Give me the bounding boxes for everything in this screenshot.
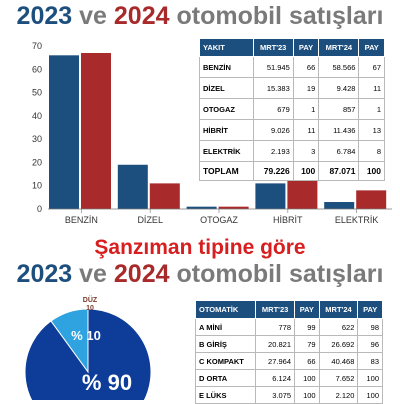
table-cell: 100 bbox=[358, 370, 383, 387]
table-cell: 9.026 bbox=[253, 120, 293, 141]
title2-ve: ve bbox=[79, 260, 107, 288]
subtitle-text: Şanzıman tipine göre bbox=[94, 236, 306, 259]
title-ve: ve bbox=[79, 2, 107, 30]
table-header-cell: PAY bbox=[295, 301, 320, 319]
row-label: TOPLAM bbox=[200, 162, 254, 181]
title2-year-2024: 2024 bbox=[113, 260, 170, 288]
table-cell: 66 bbox=[293, 57, 319, 78]
row-label: BENZİN bbox=[200, 57, 254, 78]
table-cell: 6.124 bbox=[256, 370, 295, 387]
table-total-row bbox=[200, 162, 385, 181]
transmission-pie-chart bbox=[0, 294, 190, 400]
table-cell: 96 bbox=[358, 336, 383, 353]
table-row bbox=[196, 353, 383, 370]
bar-2023 bbox=[49, 55, 79, 209]
table-cell: 99 bbox=[295, 319, 320, 336]
table-row bbox=[200, 57, 385, 78]
table-cell: 8 bbox=[359, 141, 385, 162]
table-cell: 6.784 bbox=[319, 141, 359, 162]
chart-title-fuel bbox=[0, 1, 400, 31]
table-cell: 778 bbox=[256, 319, 295, 336]
bar-2024 bbox=[81, 53, 111, 209]
title-rest: otomobil satışları bbox=[176, 2, 384, 30]
x-tick-label: BENZİN bbox=[64, 215, 98, 225]
table-header-cell: PAY bbox=[358, 301, 383, 319]
y-tick-label: 0 bbox=[36, 204, 42, 214]
title-year-2023: 2023 bbox=[16, 2, 73, 30]
x-tick-label: OTOGAZ bbox=[200, 215, 238, 225]
bar-2024 bbox=[356, 190, 386, 209]
table-header-cell: YAKIT bbox=[200, 39, 254, 57]
table-cell: 83 bbox=[358, 353, 383, 370]
table-cell: 100 bbox=[358, 387, 383, 404]
row-label: B GİRİŞ bbox=[196, 336, 256, 353]
row-label: C KOMPAKT bbox=[196, 353, 256, 370]
title-year-2024: 2024 bbox=[113, 2, 170, 30]
row-label: E LÜKS bbox=[196, 387, 256, 404]
table-cell: 622 bbox=[319, 319, 358, 336]
table-row bbox=[200, 78, 385, 99]
row-label: OTOGAZ bbox=[200, 99, 254, 120]
table-cell: 40.468 bbox=[319, 353, 358, 370]
table-cell: 66 bbox=[295, 353, 320, 370]
auto-table-header bbox=[196, 301, 383, 319]
pie-label-automatic: % 90 bbox=[81, 370, 133, 395]
table-cell: 100 bbox=[295, 370, 320, 387]
bar-2024 bbox=[287, 179, 317, 209]
automatic-table bbox=[195, 300, 383, 404]
title2-rest: otomobil satışları bbox=[176, 260, 384, 288]
table-cell: 3 bbox=[293, 141, 319, 162]
table-cell: 679 bbox=[253, 99, 293, 120]
table-cell: 9.428 bbox=[319, 78, 359, 99]
bar-2023 bbox=[118, 165, 148, 209]
row-label: DİZEL bbox=[200, 78, 254, 99]
table-header-cell: MRT'23 bbox=[256, 301, 295, 319]
y-tick-label: 10 bbox=[31, 180, 42, 191]
table-cell: 11 bbox=[293, 120, 319, 141]
table-cell: 11.436 bbox=[319, 120, 359, 141]
table-cell: 100 bbox=[359, 162, 385, 181]
table-cell: 15.383 bbox=[253, 78, 293, 99]
table-row bbox=[196, 319, 383, 336]
table-cell: 2.193 bbox=[253, 141, 293, 162]
table-cell: 1 bbox=[359, 99, 385, 120]
y-tick-label: 20 bbox=[31, 157, 42, 168]
y-tick-label: 70 bbox=[31, 41, 42, 51]
table-cell: 51.945 bbox=[253, 57, 293, 78]
pie-label-manual: % 10 bbox=[71, 328, 101, 343]
section-subtitle bbox=[0, 235, 400, 261]
table-cell: 1 bbox=[293, 99, 319, 120]
table-row bbox=[200, 120, 385, 141]
table-cell: 79.226 bbox=[253, 162, 293, 181]
table-cell: 100 bbox=[295, 387, 320, 404]
table-header-cell: MRT'24 bbox=[319, 39, 359, 57]
table-cell: 3.075 bbox=[256, 387, 295, 404]
table-header-cell: PAY bbox=[293, 39, 319, 57]
bar-2023 bbox=[324, 202, 354, 209]
y-tick-label: 40 bbox=[31, 110, 42, 121]
table-row bbox=[196, 370, 383, 387]
y-tick-label: 30 bbox=[31, 134, 42, 145]
table-cell: 79 bbox=[295, 336, 320, 353]
table-row bbox=[196, 387, 383, 404]
title2-year-2023: 2023 bbox=[16, 260, 73, 288]
table-cell: 19 bbox=[293, 78, 319, 99]
table-row bbox=[200, 141, 385, 162]
x-tick-label: DİZEL bbox=[137, 215, 163, 225]
table-cell: 58.566 bbox=[319, 57, 359, 78]
table-cell: 26.692 bbox=[319, 336, 358, 353]
row-label: A MİNİ bbox=[196, 319, 256, 336]
fuel-table-header bbox=[200, 39, 385, 57]
table-cell: 87.071 bbox=[319, 162, 359, 181]
x-tick-label: ELEKTRİK bbox=[334, 215, 379, 225]
table-cell: 98 bbox=[358, 319, 383, 336]
table-header-cell: MRT'24 bbox=[319, 301, 358, 319]
x-tick-label: HİBRİT bbox=[273, 215, 303, 225]
bar-2024 bbox=[150, 183, 180, 209]
table-cell: 20.821 bbox=[256, 336, 295, 353]
table-cell: 11 bbox=[359, 78, 385, 99]
table-row bbox=[200, 99, 385, 120]
row-label: ELEKTRİK bbox=[200, 141, 254, 162]
row-label: D ORTA bbox=[196, 370, 256, 387]
fuel-table bbox=[199, 38, 385, 181]
table-cell: 7.652 bbox=[319, 370, 358, 387]
table-cell: 2.120 bbox=[319, 387, 358, 404]
y-tick-label: 60 bbox=[31, 64, 42, 75]
table-cell: 857 bbox=[319, 99, 359, 120]
row-label: HİBRİT bbox=[200, 120, 254, 141]
table-row bbox=[196, 336, 383, 353]
y-tick-label: 50 bbox=[31, 87, 42, 98]
table-cell: 100 bbox=[293, 162, 319, 181]
table-header-cell: OTOMATİK bbox=[196, 301, 256, 319]
table-cell: 27.964 bbox=[256, 353, 295, 370]
pie-callout-value: 10 bbox=[86, 305, 94, 312]
table-cell: 67 bbox=[359, 57, 385, 78]
table-header-cell: PAY bbox=[359, 39, 385, 57]
bar-2023 bbox=[255, 183, 285, 209]
table-cell: 13 bbox=[359, 120, 385, 141]
chart-title-transmission bbox=[0, 259, 400, 289]
pie-callout-name: DÜZ bbox=[82, 297, 98, 304]
table-header-cell: MRT'23 bbox=[253, 39, 293, 57]
